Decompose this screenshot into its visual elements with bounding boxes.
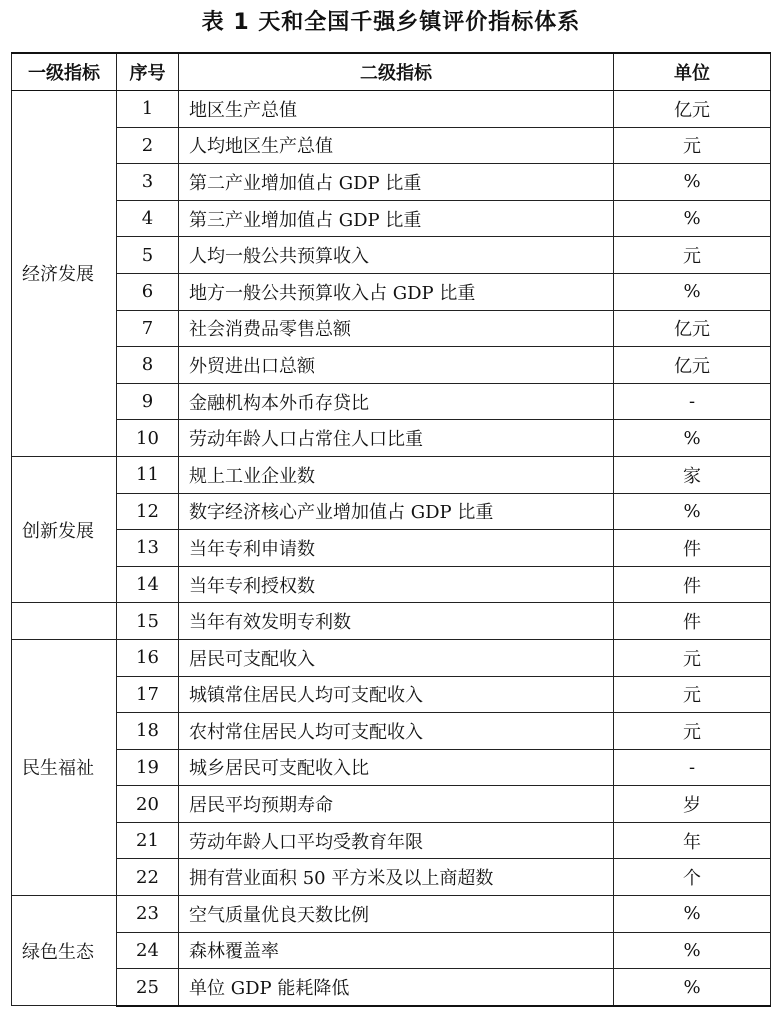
header-seq: 序号: [117, 53, 179, 91]
table-row: [12, 639, 771, 676]
row-number: 11: [117, 456, 179, 493]
indicator-name: 人均一般公共预算收入: [179, 237, 614, 274]
indicator-unit: 元: [614, 237, 771, 274]
indicator-unit: 亿元: [614, 310, 771, 347]
row-number: 3: [117, 164, 179, 201]
indicator-unit: 件: [614, 530, 771, 567]
row-number: 9: [117, 383, 179, 420]
table-row: [12, 237, 771, 274]
row-number: 15: [117, 603, 179, 640]
category-empty: [12, 603, 117, 640]
indicator-unit: 元: [614, 676, 771, 713]
indicator-unit: 亿元: [614, 347, 771, 384]
table-row: [12, 493, 771, 530]
indicator-unit: %: [614, 273, 771, 310]
indicator-unit: 元: [614, 713, 771, 750]
indicator-name: 城镇常住居民人均可支配收入: [179, 676, 614, 713]
header-row: [12, 53, 771, 91]
table-row: [12, 420, 771, 457]
row-number: 13: [117, 530, 179, 567]
indicator-name: 农村常住居民人均可支配收入: [179, 713, 614, 750]
table-row: [12, 859, 771, 896]
table-row: [12, 383, 771, 420]
row-number: 10: [117, 420, 179, 457]
row-number: 2: [117, 127, 179, 164]
table-title: 表 1 天和全国千强乡镇评价指标体系: [201, 10, 581, 35]
indicator-unit: 家: [614, 456, 771, 493]
indicator-unit: %: [614, 420, 771, 457]
indicator-name: 森林覆盖率: [179, 932, 614, 969]
indicator-unit: -: [614, 383, 771, 420]
table-row: [12, 749, 771, 786]
indicator-name: 空气质量优良天数比例: [179, 896, 614, 933]
row-number: 20: [117, 786, 179, 823]
row-number: 14: [117, 566, 179, 603]
table-row: [12, 676, 771, 713]
row-number: 12: [117, 493, 179, 530]
category-green: 绿色生态: [12, 896, 117, 1006]
category-innovation: 创新发展: [12, 456, 117, 602]
table-row: [12, 713, 771, 750]
table-row: [12, 456, 771, 493]
indicator-name: 居民平均预期寿命: [179, 786, 614, 823]
row-number: 19: [117, 749, 179, 786]
table-row: [12, 786, 771, 823]
indicator-name: 数字经济核心产业增加值占 GDP 比重: [179, 493, 614, 530]
indicator-name: 劳动年龄人口平均受教育年限: [179, 822, 614, 859]
indicator-name: 规上工业企业数: [179, 456, 614, 493]
table-row: [12, 969, 771, 1006]
table-row: [12, 530, 771, 567]
indicator-unit: %: [614, 493, 771, 530]
row-number: 6: [117, 273, 179, 310]
row-number: 21: [117, 822, 179, 859]
indicator-unit: 亿元: [614, 91, 771, 128]
indicator-name: 第三产业增加值占 GDP 比重: [179, 200, 614, 237]
indicator-name: 劳动年龄人口占常住人口比重: [179, 420, 614, 457]
indicator-table: [11, 52, 771, 1007]
row-number: 25: [117, 969, 179, 1006]
indicator-name: 金融机构本外币存贷比: [179, 383, 614, 420]
table-row: [12, 200, 771, 237]
indicator-unit: 元: [614, 639, 771, 676]
indicator-name: 人均地区生产总值: [179, 127, 614, 164]
indicator-name: 社会消费品零售总额: [179, 310, 614, 347]
row-number: 18: [117, 713, 179, 750]
row-number: 24: [117, 932, 179, 969]
category-economic: 经济发展: [12, 91, 117, 457]
indicator-unit: %: [614, 164, 771, 201]
indicator-name: 外贸进出口总额: [179, 347, 614, 384]
table-row: [12, 566, 771, 603]
indicator-unit: %: [614, 932, 771, 969]
indicator-name: 地区生产总值: [179, 91, 614, 128]
table-row: [12, 822, 771, 859]
indicator-unit: 元: [614, 127, 771, 164]
table-row: [12, 603, 771, 640]
indicator-unit: 岁: [614, 786, 771, 823]
row-number: 16: [117, 639, 179, 676]
row-number: 1: [117, 91, 179, 128]
row-number: 7: [117, 310, 179, 347]
header-level1: 一级指标: [12, 53, 117, 91]
table-row: [12, 91, 771, 128]
indicator-name: 当年专利授权数: [179, 566, 614, 603]
indicator-unit: 个: [614, 859, 771, 896]
indicator-unit: %: [614, 896, 771, 933]
table-row: [12, 932, 771, 969]
indicator-name: 单位 GDP 能耗降低: [179, 969, 614, 1006]
table-row: [12, 347, 771, 384]
row-number: 17: [117, 676, 179, 713]
indicator-name: 第二产业增加值占 GDP 比重: [179, 164, 614, 201]
row-number: 23: [117, 896, 179, 933]
indicator-name: 当年专利申请数: [179, 530, 614, 567]
indicator-name: 居民可支配收入: [179, 639, 614, 676]
indicator-unit: 件: [614, 603, 771, 640]
indicator-unit: %: [614, 200, 771, 237]
header-unit: 单位: [614, 53, 771, 91]
indicator-name: 拥有营业面积 50 平方米及以上商超数: [179, 859, 614, 896]
indicator-name: 地方一般公共预算收入占 GDP 比重: [179, 273, 614, 310]
indicator-name: 当年有效发明专利数: [179, 603, 614, 640]
indicator-unit: 件: [614, 566, 771, 603]
table-row: [12, 896, 771, 933]
category-welfare: 民生福祉: [12, 639, 117, 895]
indicator-unit: -: [614, 749, 771, 786]
indicator-unit: %: [614, 969, 771, 1006]
table-row: [12, 273, 771, 310]
table-row: [12, 310, 771, 347]
header-level2: 二级指标: [179, 53, 614, 91]
row-number: 4: [117, 200, 179, 237]
row-number: 5: [117, 237, 179, 274]
table-row: [12, 127, 771, 164]
indicator-unit: 年: [614, 822, 771, 859]
table-row: [12, 164, 771, 201]
row-number: 22: [117, 859, 179, 896]
indicator-name: 城乡居民可支配收入比: [179, 749, 614, 786]
row-number: 8: [117, 347, 179, 384]
